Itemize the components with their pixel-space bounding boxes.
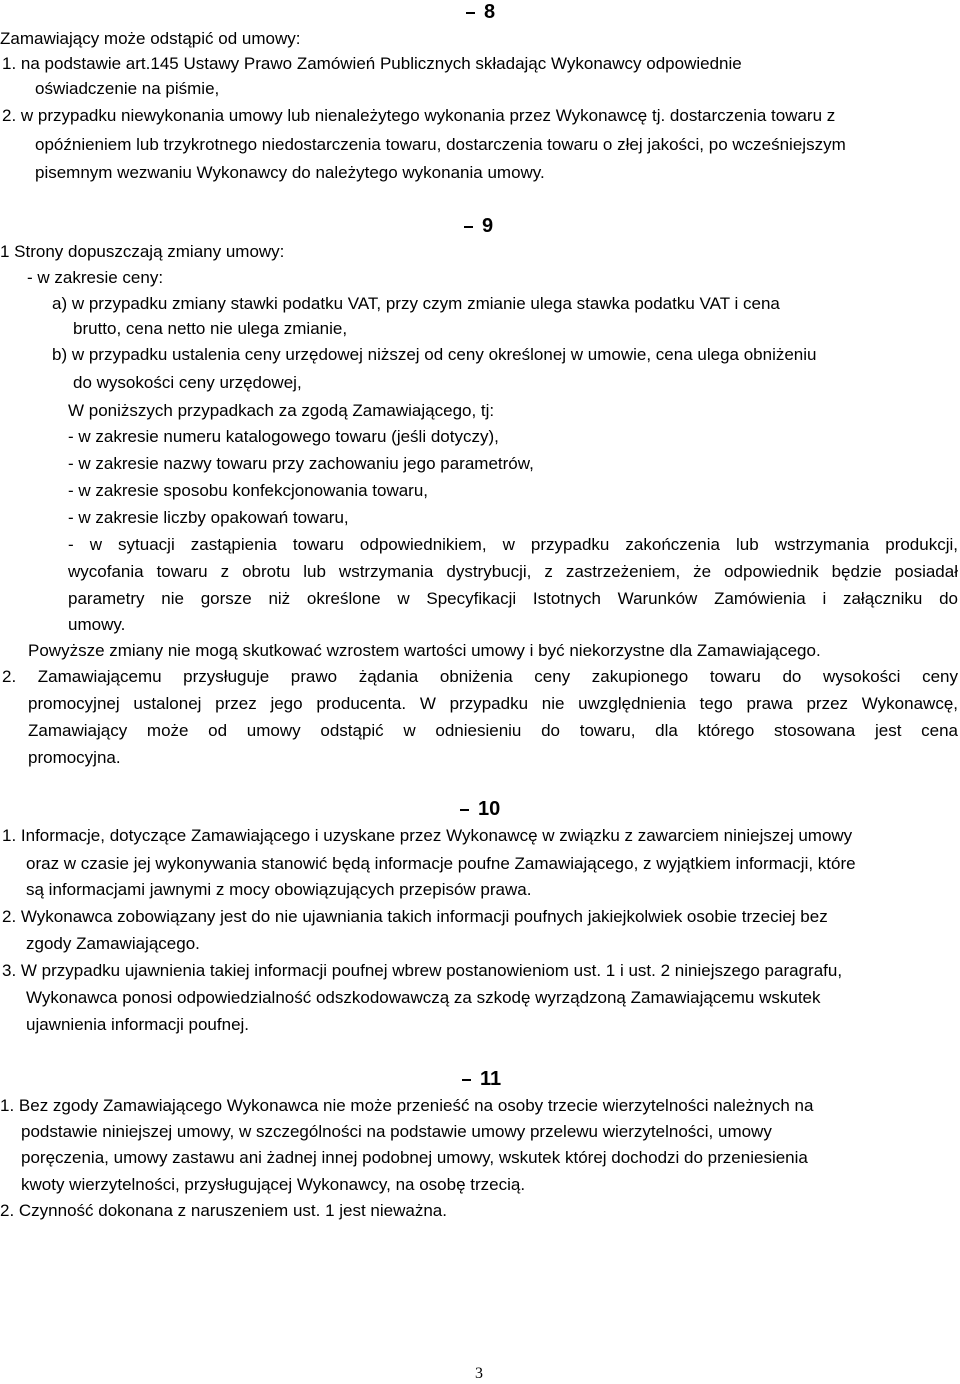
text-line: - w zakresie ceny: <box>27 268 164 287</box>
section-number: 10 <box>478 798 501 820</box>
text-line: są informacjami jawnymi z mocy obowiązujących przepisów prawa. <box>26 880 532 899</box>
text-line: poręczenia, umowy zastawu ani żadnej innej podobnej umowy, wskutek której dochodzi do przeniesienia <box>21 1148 808 1167</box>
text-line: 1. Bez zgody Zamawiającego Wykonawca nie może przenieść na osoby trzecie wierzytelności należnych na <box>0 1096 814 1115</box>
text-line: podstawie niniejszej umowy, w szczególności na podstawie umowy przelewu wierzytelności, umowy <box>21 1122 772 1141</box>
section-heading-11 <box>462 1067 501 1091</box>
section-heading-10 <box>460 797 500 821</box>
text-line: promocyjnej ustalonej przez jego producenta. W przypadku nie uwzględnienia tego prawa przez Wykonawcę, <box>28 694 958 713</box>
text-line: wycofania towaru z obrotu lub wstrzymania dystrybucji, z zastrzeżeniem, że odpowiednik będzie posiadał <box>68 562 958 581</box>
text-line: 2. w przypadku niewykonania umowy lub nienależytego wykonania przez Wykonawcę tj. dostarczenia towaru z <box>2 106 836 125</box>
text-line: oraz w czasie jej wykonywania stanowić będą informacje poufne Zamawiającego, z wyjątkiem informacji, które <box>26 854 856 873</box>
text-line: 1. na podstawie art.145 Ustawy Prawo Zamówień Publicznych składając Wykonawcy odpowiednie <box>2 54 742 73</box>
text-line: zgody Zamawiającego. <box>26 934 200 953</box>
text-line: do wysokości ceny urzędowej, <box>73 373 302 392</box>
section-number: 11 <box>480 1068 502 1090</box>
text-line: a) w przypadku zmiany stawki podatku VAT, przy czym zmianie ulega stawka podatku VAT i cena <box>52 294 780 313</box>
text-line: 1. Informacje, dotyczące Zamawiającego i uzyskane przez Wykonawcę w związku z zawarciem niniejszej umowy <box>2 826 853 845</box>
text-line: parametry nie gorsze niż określone w Specyfikacji Istotnych Warunków Zamówienia i załączniku do <box>68 589 958 608</box>
section-number: 9 <box>482 215 494 237</box>
text-line: - w zakresie numeru katalogowego towaru (jeśli dotyczy), <box>68 427 499 446</box>
text-line: Zamawiający może odstąpić od umowy: <box>0 29 301 48</box>
text-line: Powyższe zmiany nie mogą skutkować wzrostem wartości umowy i być niekorzystne dla Zamawiającego. <box>28 641 821 660</box>
text-line: 2. Wykonawca zobowiązany jest do nie ujawniania takich informacji poufnych jakiejkolwiek osobie trzeciej bez <box>2 907 828 926</box>
text-line: promocyjna. <box>28 748 121 767</box>
text-line: kwoty wierzytelności, przysługującej Wykonawcy, na osobę trzecią. <box>21 1175 526 1194</box>
section-number: 8 <box>484 1 496 23</box>
text-line: oświadczenie na piśmie, <box>35 79 220 98</box>
paragraph-sign-icon <box>462 1079 471 1081</box>
text-line: 2. Zamawiającemu przysługuje prawo żądania obniżenia ceny zakupionego towaru do wysokości ceny <box>2 667 958 686</box>
text-line: - w zakresie nazwy towaru przy zachowaniu jego parametrów, <box>68 454 534 473</box>
text-line: 1 Strony dopuszczają zmiany umowy: <box>0 242 285 261</box>
paragraph-sign-icon <box>460 809 469 811</box>
text-line: - w sytuacji zastąpienia towaru odpowiednikiem, w przypadku zakończenia lub wstrzymania produkcji, <box>68 535 958 554</box>
paragraph-sign-icon <box>466 12 475 14</box>
text-line: Wykonawca ponosi odpowiedzialność odszkodowawczą za szkodę wyrządzoną Zamawiającemu wskutek <box>26 988 821 1007</box>
text-line: 2. Czynność dokonana z naruszeniem ust. 1 jest nieważna. <box>0 1201 447 1220</box>
section-heading-9 <box>464 214 493 238</box>
text-line: 3. W przypadku ujawnienia takiej informacji poufnej wbrew postanowieniom ust. 1 i ust. 2 niniejszego paragrafu, <box>2 961 843 980</box>
page-number: 3 <box>475 1365 483 1382</box>
text-line: umowy. <box>68 615 126 634</box>
text-line: b) w przypadku ustalenia ceny urzędowej niższej od ceny określonej w umowie, cena ulega obniżeniu <box>52 345 817 364</box>
text-line: ujawnienia informacji poufnej. <box>26 1015 250 1034</box>
text-line: Zamawiający może od umowy odstąpić w odniesieniu do towaru, dla którego stosowana jest cena <box>28 721 958 740</box>
text-line: - w zakresie liczby opakowań towaru, <box>68 508 349 527</box>
text-line: opóźnieniem lub trzykrotnego niedostarczenia towaru, dostarczenia towaru o złej jakości, po wcześniejszym <box>35 135 846 154</box>
text-line: W poniższych przypadkach za zgodą Zamawiającego, tj: <box>68 401 495 420</box>
paragraph-sign-icon <box>464 226 473 228</box>
text-line: brutto, cena netto nie ulega zmianie, <box>73 319 348 338</box>
section-heading-8 <box>466 0 495 24</box>
text-line: - w zakresie sposobu konfekcjonowania towaru, <box>68 481 429 500</box>
text-line: pisemnym wezwaniu Wykonawcy do należytego wykonania umowy. <box>35 163 545 182</box>
